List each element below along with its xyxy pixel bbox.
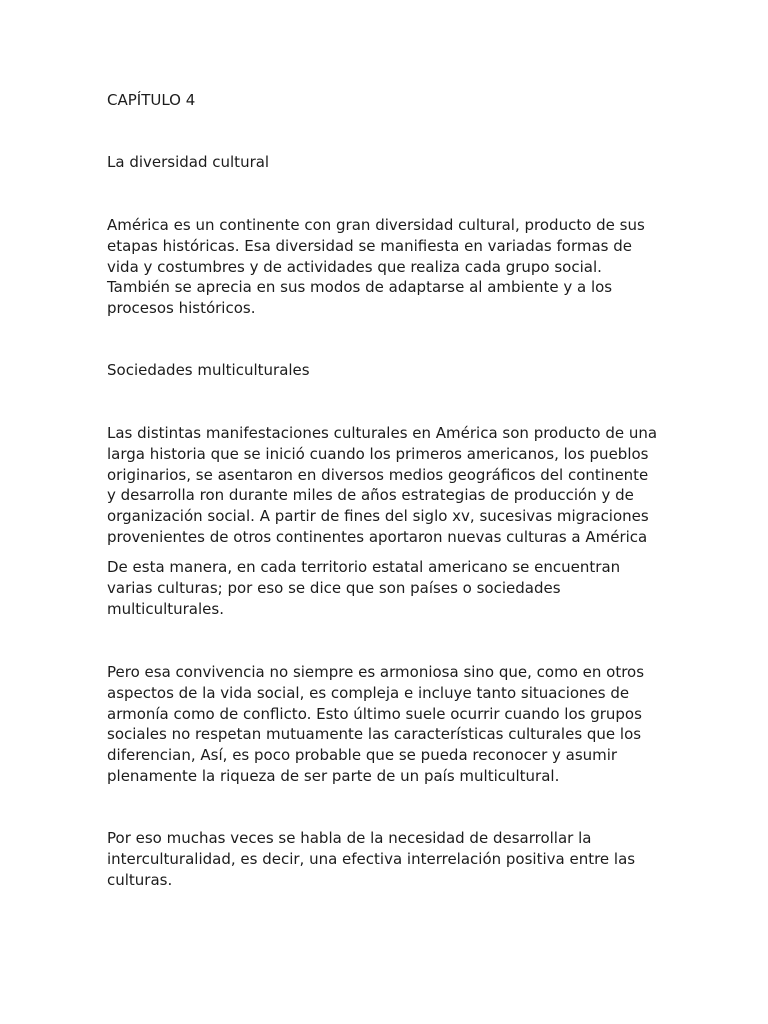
paragraph-interculturality: Por eso muchas veces se habla de la necesidad de desarrollar la interculturalidad, es decir, una efectiva interrelación positiva entre las culturas. xyxy=(107,829,636,889)
chapter-label: CAPÍTULO 4 xyxy=(107,91,196,109)
paragraph-history: Las distintas manifestaciones culturales en América son producto de una larga historia que se inició cuando los primeros americanos, los pueblos originarios, se asentaron en diversos medios geográficos del continente y desarrolla ron durante miles de años estrategias de producción y de organización social. A partir de fines del siglo xv, sucesivas migraciones provenientes de otros continentes aportaron nuevas culturas a América xyxy=(107,424,658,546)
document-title: La diversidad cultural xyxy=(107,153,270,171)
paragraph-multicultural: De esta manera, en cada territorio estatal americano se encuentran varias culturas; por eso se dice que son países o sociedades multiculturales. xyxy=(107,558,621,618)
section-heading: Sociedades multiculturales xyxy=(107,361,310,379)
paragraph-intro: América es un continente con gran diversidad cultural, producto de sus etapas históricas. Esa diversidad se manifiesta en variadas formas de vida y costumbres y de actividades que realiza cada grupo social. También se aprecia en sus modos de adaptarse al ambiente y a los procesos históricos. xyxy=(107,216,645,318)
paragraph-conflict: Pero esa convivencia no siempre es armoniosa sino que, como en otros aspectos de la vida social, es compleja e incluye tanto situaciones de armonía como de conflicto. Esto último suele ocurrir cuando los grupos sociales no respetan mutuamente las características culturales que los diferencian, Así, es poco probable que se pueda reconocer y asumir plenamente la riqueza de ser parte de un país multicultural. xyxy=(107,663,645,785)
